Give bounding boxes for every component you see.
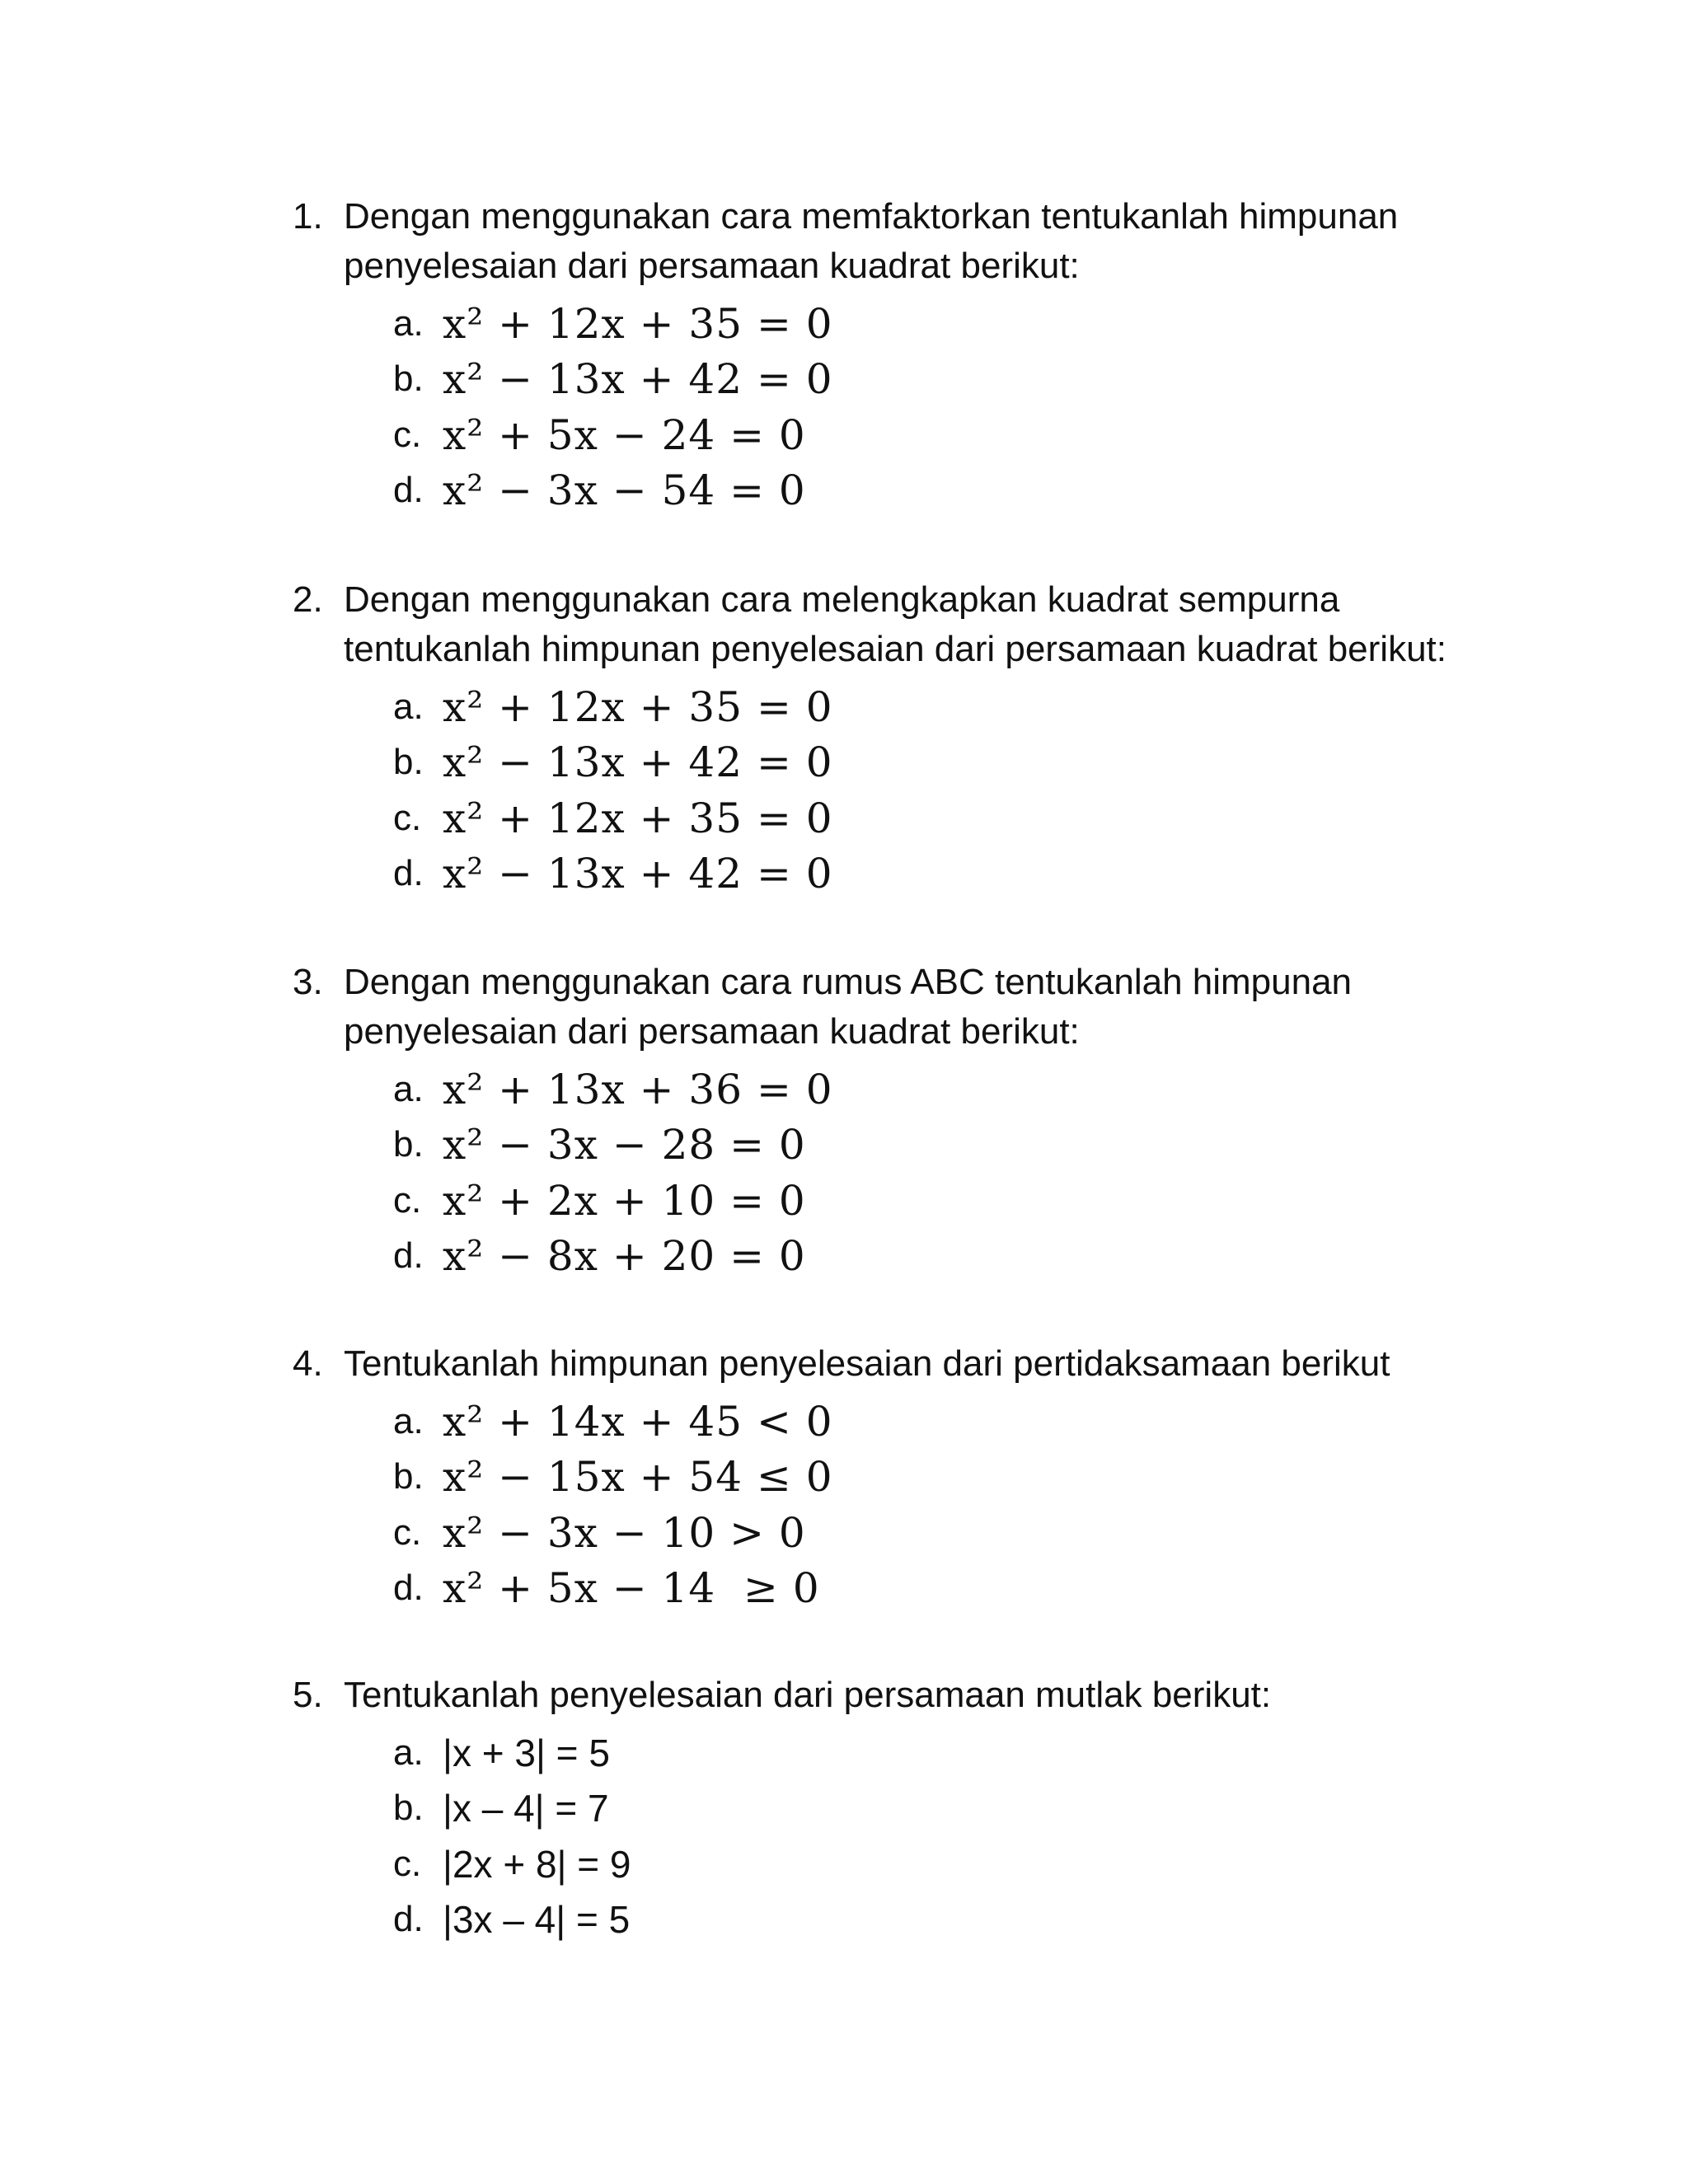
question-number: 3. [293,962,323,1002]
option-label: c. [393,1179,422,1221]
option-label: b. [393,1124,424,1165]
question-text [344,1339,1447,1389]
option-label: c. [393,797,422,838]
option-c [393,1173,1447,1229]
option-a [393,1725,1447,1781]
option-equation: x² − 8x + 20 = 0 [443,1232,806,1281]
question-text-line: penyelesaian dari persamaan kuadrat berikut: [344,246,1080,286]
option-label: a. [393,1068,424,1109]
option-equation: x² + 12x + 35 = 0 [443,682,833,731]
question-3 [293,958,1447,1284]
option-equation: |2x + 8| = 9 [443,1842,631,1886]
option-label: c. [393,1511,422,1553]
option-inequality: x² − 3x − 10 > 0 [443,1508,806,1557]
question-4 [293,1339,1447,1616]
option-label: b. [393,1456,424,1497]
option-d [393,1892,1447,1948]
question-text [344,1671,1447,1720]
option-c [393,1836,1447,1892]
question-text-line: tentukanlah himpunan penyelesaian dari persamaan kuadrat berikut: [344,629,1447,669]
option-equation: x² − 13x + 42 = 0 [443,355,833,404]
option-label: a. [393,686,424,727]
question-text-line: Dengan menggunakan cara melengkapkan kuadrat sempurna [344,579,1340,620]
option-label: a. [393,1732,424,1773]
option-equation: x² + 12x + 35 = 0 [443,794,833,842]
question-text-line: Dengan menggunakan cara memfaktorkan tentukanlah himpunan [344,196,1399,237]
option-label: c. [393,1843,422,1884]
option-label: d. [393,1568,424,1609]
option-a [393,296,1447,352]
option-equation: x² + 12x + 35 = 0 [443,299,833,348]
option-d [393,1229,1447,1285]
question-text-line: Tentukanlah himpunan penyelesaian dari pertidaksamaan berikut [344,1343,1390,1384]
option-equation: x² − 13x + 42 = 0 [443,850,833,898]
option-list [393,296,1447,518]
question-text-line: penyelesaian dari persamaan kuadrat berikut: [344,1011,1080,1052]
question-number: 2. [293,579,323,620]
option-equation: |x + 3| = 5 [443,1731,610,1774]
option-label: b. [393,742,424,783]
option-equation: x² − 13x + 42 = 0 [443,738,833,787]
option-b [393,1118,1447,1174]
option-b [393,1781,1447,1837]
option-a [393,679,1447,735]
option-list [393,679,1447,902]
option-d [393,463,1447,519]
option-d [393,1561,1447,1617]
option-b [393,1450,1447,1506]
option-equation: x² + 5x − 24 = 0 [443,410,806,459]
option-equation: |3x – 4| = 5 [443,1898,631,1942]
option-equation: x² + 2x + 10 = 0 [443,1176,806,1225]
option-c [393,790,1447,846]
option-equation: x² − 3x − 54 = 0 [443,466,806,515]
option-label: d. [393,853,424,894]
option-label: a. [393,1400,424,1441]
question-2 [293,575,1447,902]
question-text-line: Dengan menggunakan cara rumus ABC tentukanlah himpunan [344,962,1353,1002]
question-5 [293,1671,1447,1947]
question-1 [293,192,1447,518]
option-c [393,1505,1447,1561]
option-label: b. [393,359,424,400]
option-label: d. [393,470,424,511]
question-number: 1. [293,196,323,237]
question-text [344,958,1447,1057]
question-number: 4. [293,1343,323,1384]
question-text [344,575,1447,674]
question-text-line: Tentukanlah penyelesaian dari persamaan mutlak berikut: [344,1675,1272,1715]
option-d [393,846,1447,902]
option-label: c. [393,414,422,455]
option-label: b. [393,1788,424,1829]
option-equation: x² − 3x − 28 = 0 [443,1121,806,1169]
option-list [393,1062,1447,1284]
question-number: 5. [293,1675,323,1715]
option-list [393,1725,1447,1947]
option-b [393,352,1447,408]
option-a [393,1062,1447,1118]
option-inequality: x² + 14x + 45 < 0 [443,1397,833,1446]
option-a [393,1394,1447,1450]
option-equation: |x – 4| = 7 [443,1787,609,1830]
option-label: a. [393,302,424,344]
option-label: d. [393,1899,424,1940]
option-inequality: x² + 5x − 14 ≥ 0 [443,1564,820,1613]
option-inequality: x² − 15x + 54 ≤ 0 [443,1453,833,1502]
question-text [344,192,1447,291]
option-equation: x² + 13x + 36 = 0 [443,1065,833,1113]
option-label: d. [393,1235,424,1277]
option-c [393,407,1447,463]
option-b [393,735,1447,791]
option-list [393,1394,1447,1616]
